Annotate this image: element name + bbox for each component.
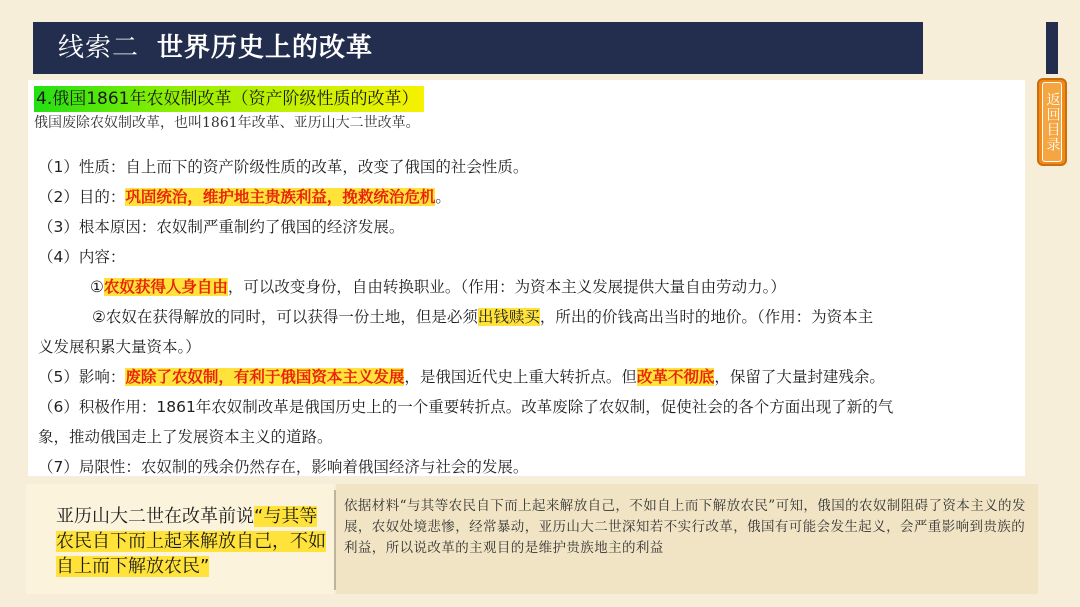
impact-highlight-2: 改革不彻底 [636,368,715,386]
quote-box [26,484,334,594]
impact-end: ，保留了大量封建残余。 [714,368,885,386]
point-positive: （6）积极作用：1861年农奴制改革是俄国历史上的一个重要转折点。改革废除了农奴制，促使社会的各个方面出现了新的气 [38,398,894,416]
back-to-contents-button[interactable] [1037,78,1067,166]
right-accent-bar [1046,22,1058,74]
content-item-2 [38,302,1018,332]
content-item-1-num: ① [90,278,104,296]
content-item-1 [38,272,1018,302]
content-item-1-rest: ，可以改变身份，自由转换职业。（作用：为资本主义发展提供大量自由劳动力。） [227,278,786,296]
reform-points [38,152,1018,482]
point-limitation: （7）局限性：农奴制的残余仍然存在，影响着俄国经济与社会的发展。 [38,458,529,476]
page-title [58,30,373,66]
analysis-box [336,484,1038,594]
title-text: 世界历史上的改革 [157,33,374,63]
impact-highlight-1: 废除了农奴制，有利于俄国资本主义发展 [125,368,405,386]
purpose-label: （2）目的： [38,188,126,206]
point-root-cause: （3）根本原因：农奴制严重制约了俄国的经济发展。 [38,218,405,236]
content-panel [28,80,1025,476]
quote-intro: 亚历山大二世在改革前说 [56,506,254,527]
section-subtitle: 俄国废除农奴制改革，也叫1861年改革、亚历山大二世改革。 [34,115,420,131]
purpose-end: 。 [435,188,451,206]
purpose-highlight: 巩固统治，维护地主贵族利益，挽救统治危机 [125,188,436,206]
thread-label: 线索二 [58,33,140,63]
point-impact [38,362,1018,392]
back-button-label: 返回目录 [1042,82,1062,162]
impact-label: （5）影响： [38,368,126,386]
point-positive-cont: 象，推动俄国走上了发展资本主义的道路。 [38,428,333,446]
quote-text [56,504,326,579]
content-item-2-highlight: 出钱赎买 [477,308,540,326]
point-content: （4）内容： [38,248,126,266]
point-purpose [38,182,1018,212]
point-nature: （1）性质：自上而下的资产阶级性质的改革，改变了俄国的社会性质。 [38,158,529,176]
content-item-2-cont: 义发展积累大量资本。） [38,338,201,356]
content-item-1-highlight: 农奴获得人身自由 [103,278,228,296]
quote-highlight: “与其等农民自下而上起来解放自己，不如自上而下解放农民” [56,506,326,577]
analysis-text: 依据材料“与其等农民自下而上起来解放自己，不如自上而下解放农民”可知，俄国的农奴制阻碍了资本主义的发展，农奴处境悲惨，经常暴动，亚历山大二世深知若不实行改革，俄国有可能会发生起义，会严重影响到贵族的利益，所以说改革的主观目的是维护贵族地主的利益 [344,498,1026,556]
content-item-2-start: ②农奴在获得解放的同时，可以获得一份土地，但是必须 [92,308,478,326]
section-title: 4.俄国1861年农奴制改革（资产阶级性质的改革） [34,86,424,112]
impact-mid: ，是俄国近代史上重大转折点。但 [404,368,637,386]
content-item-2-rest: ，所出的价钱高出当时的地价。（作用：为资本主 [539,308,874,326]
